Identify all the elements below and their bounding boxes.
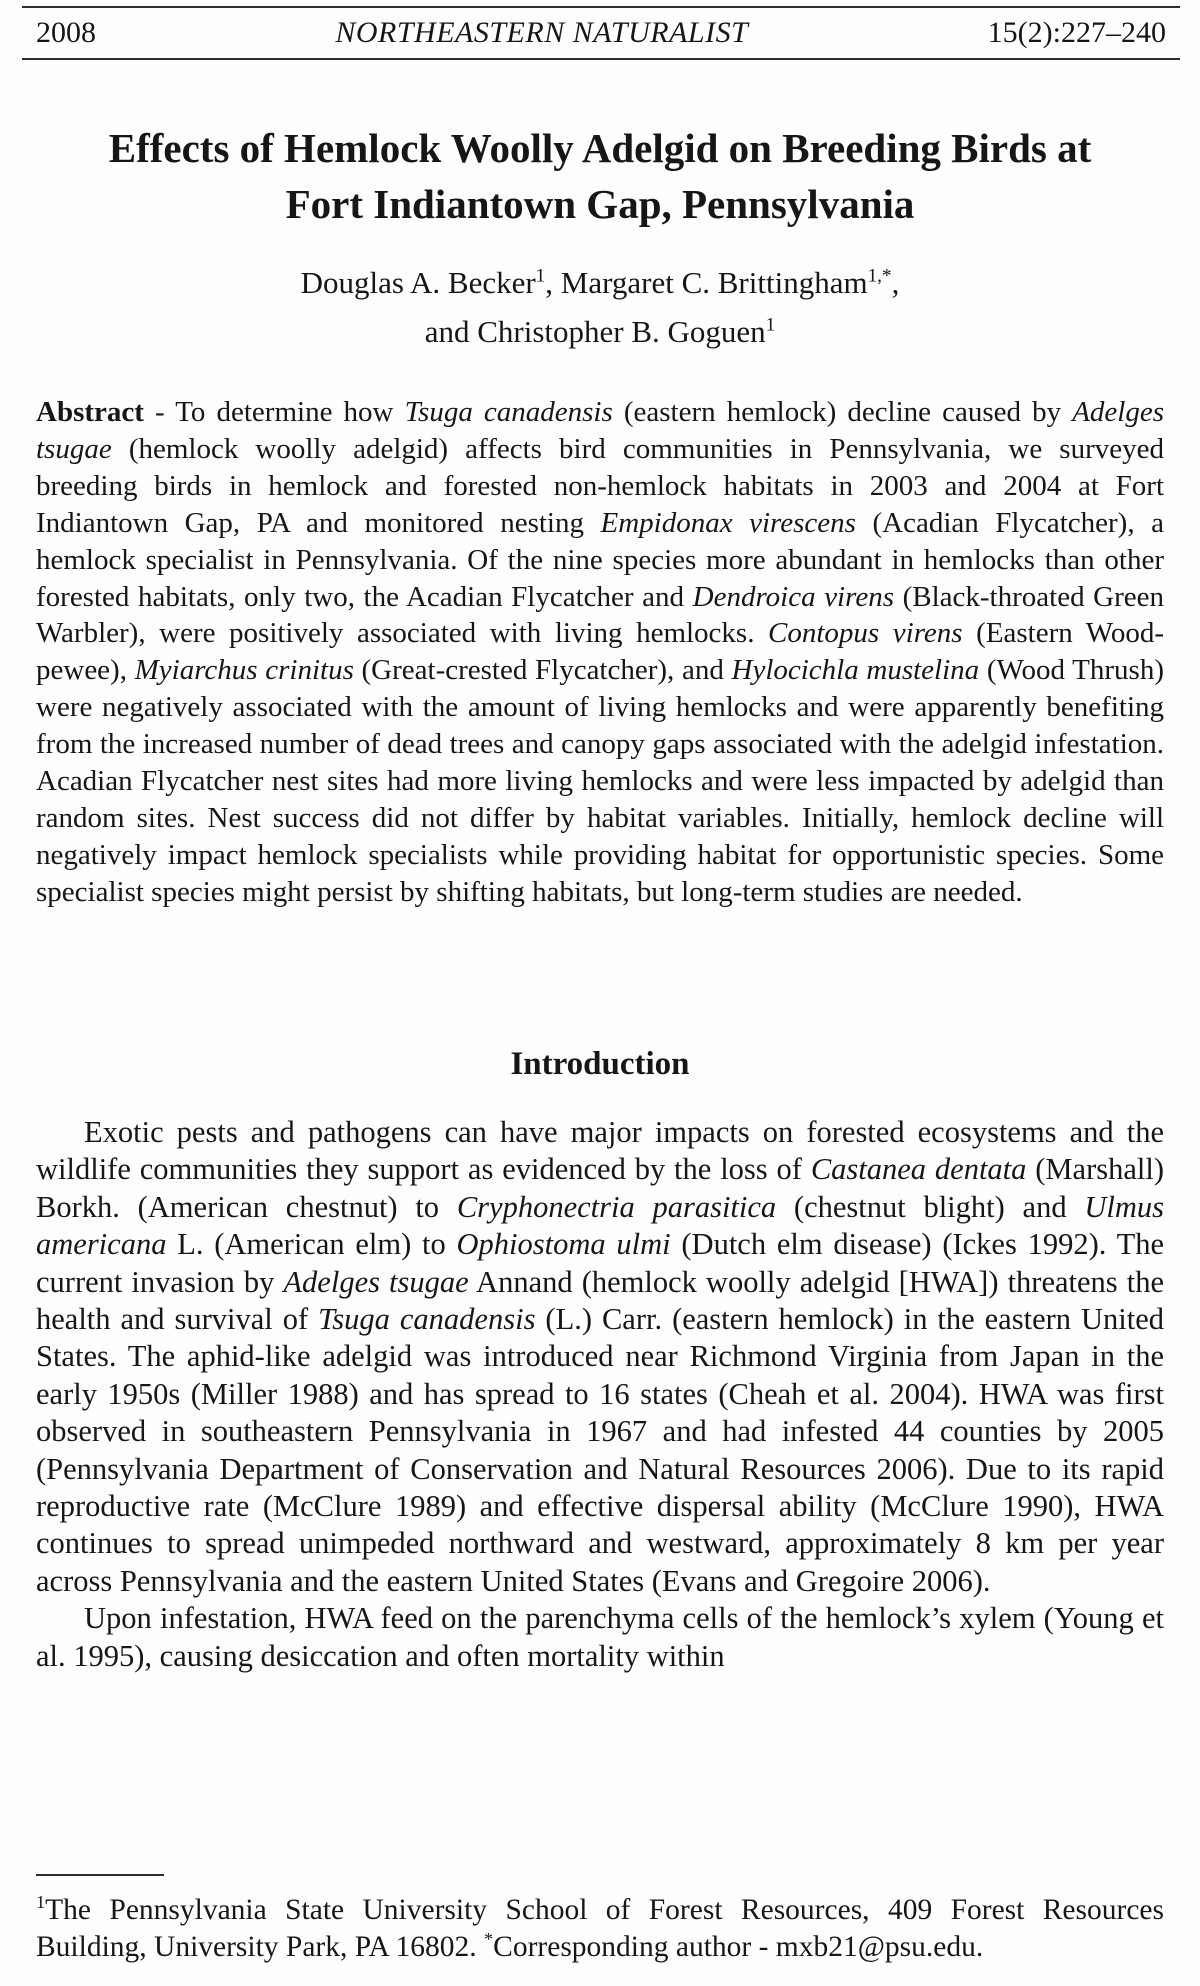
authors-line1: Douglas A. Becker$^1$, Margaret C. Brittingham$^{1,*}$,	[300, 265, 900, 300]
article-authors	[0, 258, 1200, 356]
header-top-rule	[22, 6, 1180, 8]
header-journal-name: NORTHEASTERN NATURALIST	[335, 16, 749, 49]
footnote-text: $^1$The Pennsylvania State University School of Forest Resources, 409 Forest Resources Building, University Park, PA 16802. *Corresponding author - mxb21@psu.edu.	[36, 1892, 1164, 1963]
article-title-line1: Effects of Hemlock Woolly Adelgid on Breeding Birds at	[108, 125, 1092, 171]
journal-header	[36, 16, 1166, 50]
header-citation: 15(2):227–240	[987, 16, 1166, 49]
introduction-heading: Introduction	[510, 1046, 690, 1082]
introduction-paragraph-2: Upon infestation, HWA feed on the parenchyma cells of the hemlock’s xylem (Young et al. 1995), causing desiccation and often mortality within	[36, 1601, 1164, 1673]
authors-line2: and Christopher B. Goguen$^1$	[424, 314, 776, 349]
article-title	[0, 120, 1200, 232]
header-bottom-rule	[22, 58, 1180, 60]
article-title-line2: Fort Indiantown Gap, Pennsylvania	[285, 181, 915, 227]
abstract-text: Abstract - To determine how Tsuga canadensis (eastern hemlock) decline caused by Adelges tsugae (hemlock woolly adelgid) affects bird communities in Pennsylvania, we surveyed breeding birds in hemlock and forested non-hemlock habitats in 2003 and 2004 at Fort Indiantown Gap, PA and monitored nesting Empidonax virescens (Acadian Flycatcher), a hemlock specialist in Pennsylvania. Of the nine species more abundant in hemlocks than other forested habitats, only two, the Acadian Flycatcher and Dendroica virens (Black-throated Green Warbler), were positively associated with living hemlocks. Contopus virens (Eastern Wood-pewee), Myiarchus crinitus (Great-crested Flycatcher), and Hylocichla mustelina (Wood Thrush) were negatively associated with the amount of living hemlocks and were apparently benefiting from the increased number of dead trees and canopy gaps associated with the adelgid infestation. Acadian Flycatcher nest sites had more living hemlocks and were less impacted by adelgid than random sites. Nest success did not differ by habitat variables. Initially, hemlock decline will negatively impact hemlock specialists while providing habitat for opportunistic species. Some specialist species might persist by shifting habitats, but long-term studies are needed.	[36, 396, 1165, 908]
footnote-divider	[36, 1874, 164, 1876]
introduction-paragraph-1: Exotic pests and pathogens can have major impacts on forested ecosystems and the wildlife communities they support as evidenced by the loss of Castanea dentata (Marshall) Borkh. (American chestnut) to Cryphonectria parasitica (chestnut blight) and Ulmus americana L. (American elm) to Ophiostoma ulmi (Dutch elm disease) (Ickes 1992). The current invasion by Adelges tsugae Annand (hemlock woolly adelgid [HWA]) threatens the health and survival of Tsuga canadensis (L.) Carr. (eastern hemlock) in the eastern United States. The aphid-like adelgid was introduced near Richmond Virginia from Japan in the early 1950s (Miller 1988) and has spread to 16 states (Cheah et al. 2004). HWA was first observed in southeastern Pennsylvania in 1967 and had infested 44 counties by 2005 (Pennsylvania Department of Conservation and Natural Resources 2006). Due to its rapid reproductive rate (McClure 1989) and effective dispersal ability (McClure 1990), HWA continues to spread unimpeded northward and westward, approximately 8 km per year across Pennsylvania and the eastern United States (Evans and Gregoire 2006).	[36, 1115, 1165, 1598]
introduction-body	[36, 1114, 1164, 1675]
header-year: 2008	[36, 16, 96, 49]
